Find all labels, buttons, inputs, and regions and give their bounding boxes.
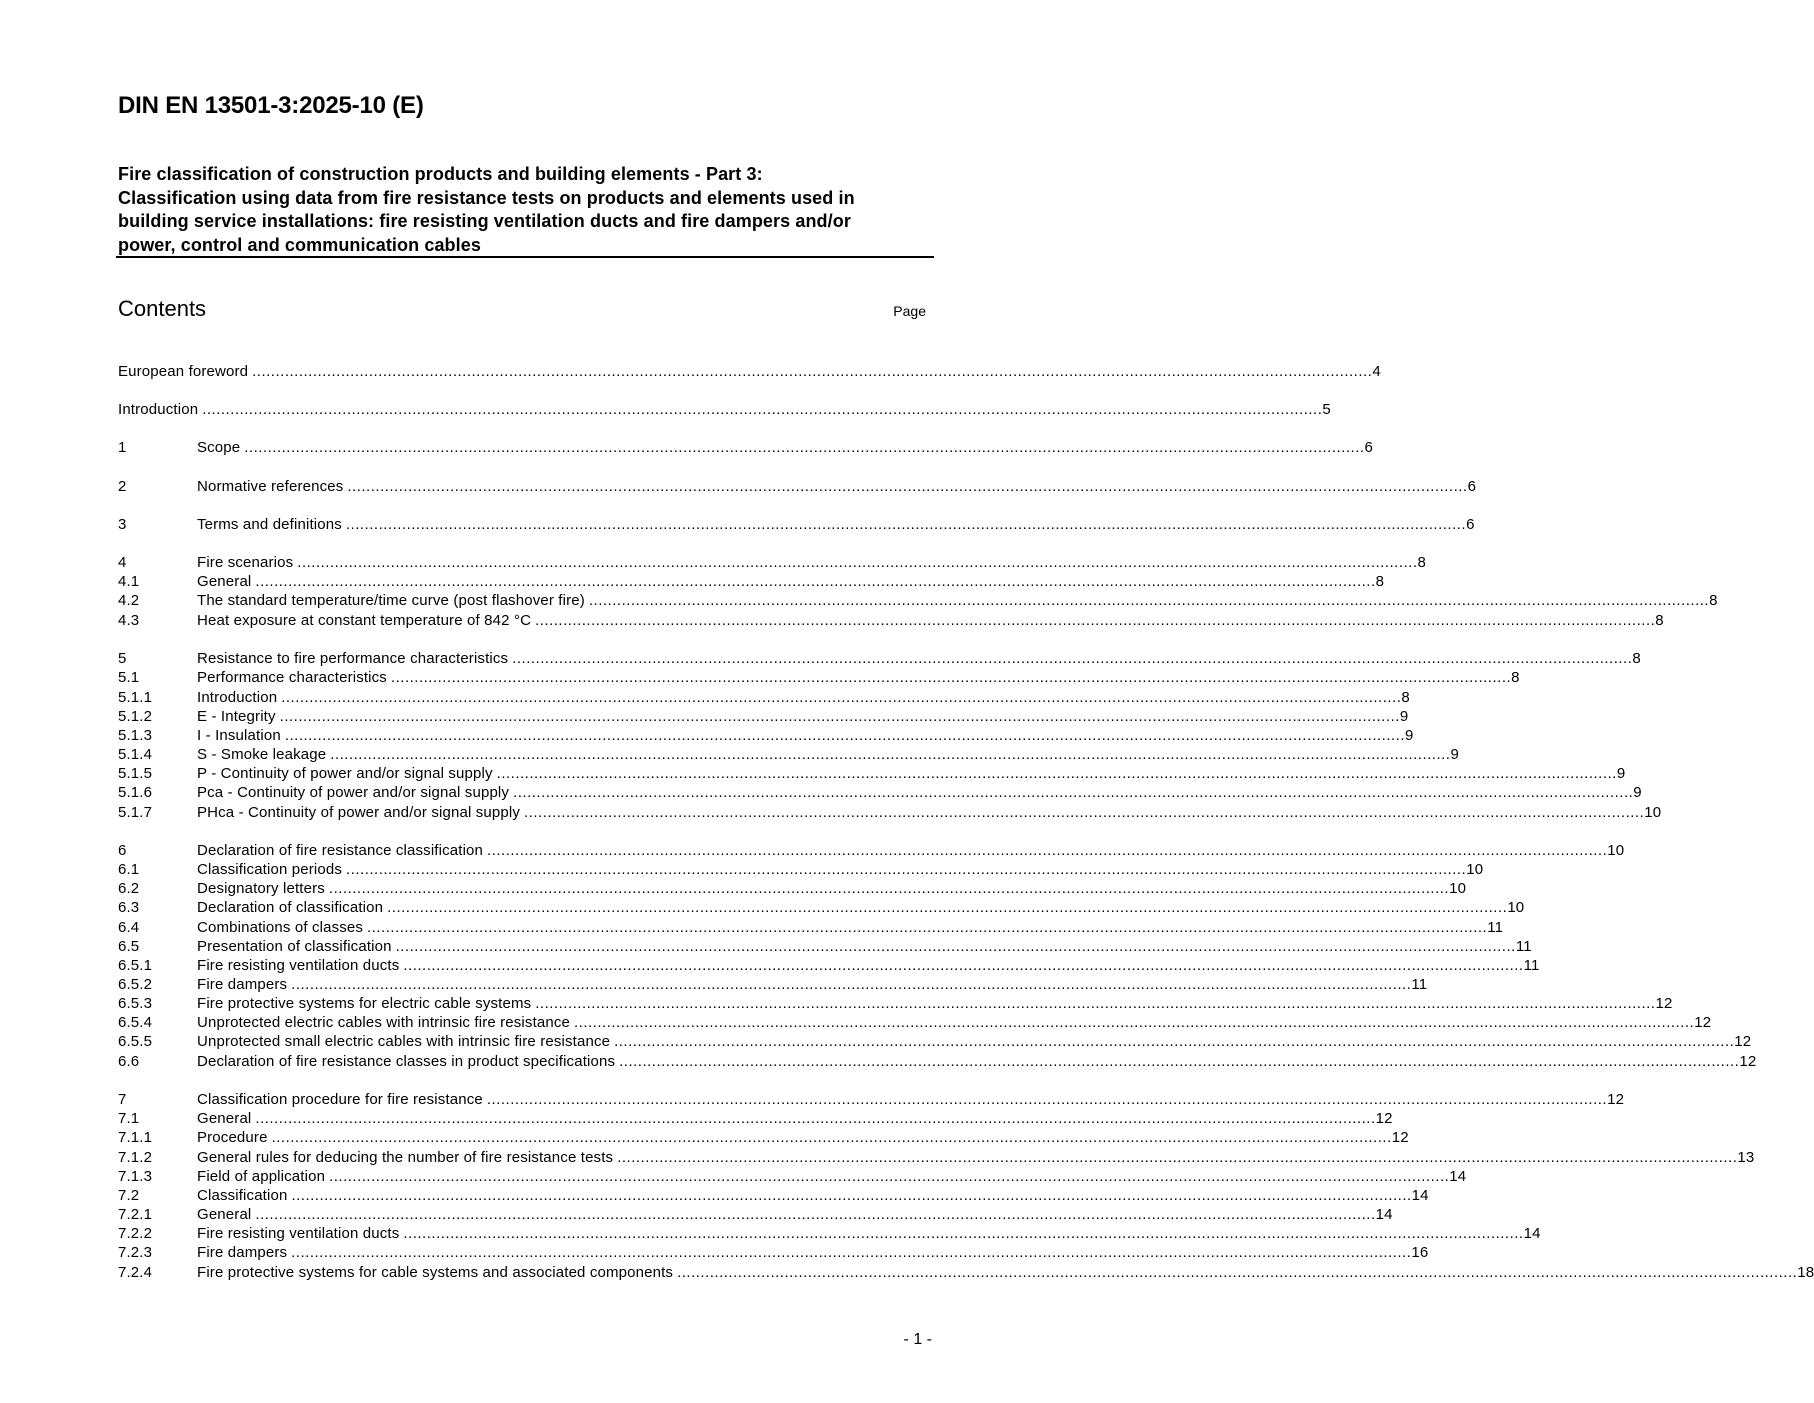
toc-entry-page: 12	[1694, 1014, 1712, 1031]
toc-entry[interactable]	[118, 860, 1484, 879]
toc-entry-number: 5.1.5	[118, 765, 153, 782]
toc-entry-page: 9	[1450, 746, 1459, 763]
toc-entry-title: Fire protective systems for electric cable systems	[197, 995, 532, 1012]
toc-entry-number: 5.1.3	[118, 727, 153, 744]
toc-entry-number: 4.1	[118, 573, 140, 590]
toc-dot-leader: ................................................................................................................................................................................................................................................	[574, 1014, 1695, 1031]
toc-entry-number: 4	[118, 554, 127, 571]
toc-dot-leader: ................................................................................................................................................................................................................................................	[330, 746, 1451, 763]
toc-entry[interactable]	[118, 994, 1673, 1013]
toc-entry-title: Fire protective systems for cable systems and associated components	[197, 1264, 674, 1281]
document-title-line: building service installations: fire resisting ventilation ducts and fire dampers and/or	[118, 211, 851, 231]
toc-entry-title: Fire dampers	[197, 976, 288, 993]
toc-entry-number: 7	[118, 1091, 127, 1108]
toc-entry-page: 6	[1466, 516, 1475, 533]
toc-entry[interactable]	[118, 745, 1459, 764]
toc-dot-leader: ................................................................................................................................................................................................................................................	[271, 1129, 1392, 1146]
toc-entry-page: 14	[1411, 1187, 1429, 1204]
toc-entry-number: 7.2	[118, 1187, 140, 1204]
toc-entry-page: 16	[1411, 1244, 1429, 1261]
toc-entry[interactable]	[118, 1013, 1712, 1032]
toc-entry[interactable]	[118, 975, 1428, 994]
toc-entry-number: 7.2.1	[118, 1206, 153, 1223]
toc-entry-page: 9	[1399, 708, 1409, 725]
toc-dot-leader: ................................................................................................................................................................................................................................................	[513, 784, 1634, 801]
toc-entry-title: S - Smoke leakage	[197, 746, 327, 763]
toc-entry-number: 2	[118, 478, 127, 495]
toc-entry[interactable]	[118, 1224, 1541, 1243]
toc-entry[interactable]	[118, 898, 1525, 917]
toc-dot-leader: ................................................................................................................................................................................................................................................	[524, 804, 1645, 821]
toc-dot-leader: ................................................................................................................................................................................................................................................	[387, 899, 1508, 916]
toc-entry[interactable]	[118, 879, 1467, 898]
toc-entry[interactable]	[118, 841, 1625, 860]
toc-entry-title: Resistance to fire performance characteristics	[197, 650, 509, 667]
toc-entry-title: Presentation of classification	[197, 938, 392, 955]
toc-entry[interactable]	[118, 553, 1426, 572]
toc-entry-number: 5.1.7	[118, 804, 153, 821]
toc-entry-title: Declaration of fire resistance classification	[197, 842, 484, 859]
toc-entry[interactable]	[118, 1167, 1467, 1186]
toc-entry-page: 11	[1523, 957, 1540, 974]
document-id: DIN EN 13501-3:2025-10 (E)	[118, 92, 424, 119]
toc-entry-number: 6.5.2	[118, 976, 153, 993]
toc-dot-leader: ................................................................................................................................................................................................................................................	[390, 669, 1512, 686]
toc-entry-page: 8	[1511, 669, 1520, 686]
toc-entry[interactable]	[118, 1148, 1755, 1167]
toc-dot-leader: ................................................................................................................................................................................................................................................	[395, 938, 1516, 955]
toc-entry-title: Procedure	[197, 1129, 268, 1146]
toc-dot-leader: ................................................................................................................................................................................................................................................	[487, 842, 1608, 859]
toc-entry[interactable]	[118, 1205, 1393, 1224]
toc-entry[interactable]	[118, 477, 1477, 496]
toc-entry-number: 6.4	[118, 919, 140, 936]
toc-entry-page: 14	[1523, 1225, 1541, 1242]
toc-entry-title: Pca - Continuity of power and/or signal supply	[197, 784, 510, 801]
toc-dot-leader: ................................................................................................................................................................................................................................................	[297, 554, 1418, 571]
toc-dot-leader: ................................................................................................................................................................................................................................................	[614, 1033, 1735, 1050]
toc-entry-title: Designatory letters	[197, 880, 325, 897]
toc-dot-leader: ................................................................................................................................................................................................................................................	[588, 592, 1710, 609]
toc-entry[interactable]	[118, 1032, 1752, 1051]
toc-entry-page: 10	[1644, 804, 1662, 821]
toc-entry-number: 5.1.2	[118, 708, 153, 725]
toc-dot-leader: ................................................................................................................................................................................................................................................	[202, 401, 1323, 418]
toc-entry-page: 8	[1417, 554, 1426, 571]
toc-dot-leader: ................................................................................................................................................................................................................................................	[403, 1225, 1524, 1242]
toc-entry-number: 6.5.3	[118, 995, 153, 1012]
toc-entry-number: 5.1.6	[118, 784, 153, 801]
toc-dot-leader: ................................................................................................................................................................................................................................................	[329, 1168, 1450, 1185]
toc-entry-title: Fire scenarios	[197, 554, 294, 571]
toc-entry[interactable]	[118, 707, 1409, 726]
toc-entry-title: Introduction	[118, 401, 199, 418]
toc-entry-page: 8	[1375, 573, 1385, 590]
toc-entry-number: 5.1	[118, 669, 140, 686]
toc-entry[interactable]	[118, 1052, 1757, 1071]
toc-entry-title: Classification	[197, 1187, 288, 1204]
toc-entry-number: 4.3	[118, 612, 140, 629]
toc-entry-number: 7.1.2	[118, 1149, 153, 1166]
toc-entry[interactable]	[118, 1263, 1814, 1282]
toc-dot-leader: ................................................................................................................................................................................................................................................	[255, 1110, 1376, 1127]
toc-entry-title: General	[197, 1206, 252, 1223]
toc-entry-number: 6.5	[118, 938, 140, 955]
toc-dot-leader: ................................................................................................................................................................................................................................................	[617, 1149, 1738, 1166]
toc-dot-leader: ................................................................................................................................................................................................................................................	[347, 478, 1468, 495]
document-title-line: Classification using data from fire resistance tests on products and elements used in	[118, 187, 855, 208]
toc-entry-title: Fire dampers	[197, 1244, 288, 1261]
toc-entry-page: 13	[1737, 1149, 1755, 1166]
toc-entry-number: 5.1.1	[118, 689, 153, 706]
toc-dot-leader: ................................................................................................................................................................................................................................................	[346, 861, 1467, 878]
toc-entry-number: 6.1	[118, 861, 140, 878]
toc-dot-leader: ................................................................................................................................................................................................................................................	[367, 919, 1488, 936]
toc-entry-page: 8	[1655, 612, 1664, 629]
toc-entry-title: Field of application	[197, 1168, 326, 1185]
toc-entry-page: 9	[1616, 765, 1626, 782]
toc-dot-leader: ................................................................................................................................................................................................................................................	[291, 976, 1412, 993]
toc-entry-page: 10	[1449, 880, 1467, 897]
toc-entry[interactable]	[118, 937, 1532, 956]
toc-dot-leader: ................................................................................................................................................................................................................................................	[496, 765, 1617, 782]
document-title-line: power, control and communication cables	[118, 234, 481, 255]
toc-entry-page: 11	[1411, 976, 1428, 993]
toc-dot-leader: ................................................................................................................................................................................................................................................	[403, 957, 1524, 974]
toc-entry-page: 10	[1507, 899, 1525, 916]
toc-entry-page: 12	[1607, 1091, 1625, 1108]
toc-entry[interactable]	[118, 1128, 1409, 1147]
toc-entry-number: 5.1.4	[118, 746, 153, 763]
toc-dot-leader: ................................................................................................................................................................................................................................................	[255, 1206, 1376, 1223]
toc-entry-number: 7.2.3	[118, 1244, 153, 1261]
contents-heading: Contents	[118, 296, 207, 321]
toc-entry[interactable]	[118, 572, 1385, 591]
toc-dot-leader: ................................................................................................................................................................................................................................................	[535, 995, 1656, 1012]
toc-entry[interactable]	[118, 1186, 1429, 1205]
toc-entry-title: Heat exposure at constant temperature of 842 °C	[197, 612, 532, 629]
toc-entry-page: 5	[1322, 401, 1331, 418]
page-column-label: Page	[893, 303, 926, 319]
toc-entry-title: I - Insulation	[197, 727, 281, 744]
toc-entry-number: 7.1	[118, 1110, 140, 1127]
toc-entry-page: 4	[1372, 363, 1381, 380]
toc-entry-page: 6	[1467, 478, 1477, 495]
toc-entry-title: Performance characteristics	[197, 669, 387, 686]
toc-entry-number: 7.2.2	[118, 1225, 153, 1242]
toc-entry[interactable]	[118, 803, 1662, 822]
toc-entry-number: 6.5.1	[118, 957, 153, 974]
toc-entry[interactable]	[118, 611, 1664, 630]
toc-dot-leader: ................................................................................................................................................................................................................................................	[328, 880, 1450, 897]
toc-entry-page: 9	[1633, 784, 1642, 801]
toc-dot-leader: ................................................................................................................................................................................................................................................	[291, 1187, 1412, 1204]
toc-entry-number: 7.1.1	[118, 1129, 153, 1146]
toc-entry-title: General	[197, 573, 252, 590]
toc-entry[interactable]	[118, 764, 1626, 783]
toc-entry-number: 1	[118, 439, 127, 456]
page-number: - 1 -	[903, 1331, 932, 1348]
toc-entry-number: 3	[118, 516, 127, 533]
toc-entry-page: 12	[1375, 1110, 1393, 1127]
toc-entry-page: 12	[1734, 1033, 1752, 1050]
toc-entry[interactable]	[118, 668, 1520, 687]
toc-entry[interactable]	[118, 1243, 1429, 1262]
toc-dot-leader: ................................................................................................................................................................................................................................................	[284, 727, 1406, 744]
toc-entry-title: Scope	[197, 439, 241, 456]
toc-entry-title: E - Integrity	[197, 708, 276, 725]
toc-dot-leader: ................................................................................................................................................................................................................................................	[252, 363, 1373, 380]
toc-dot-leader: ................................................................................................................................................................................................................................................	[535, 612, 1656, 629]
toc-entry-title: PHca - Continuity of power and/or signal supply	[197, 804, 521, 821]
toc-entry-page: 9	[1405, 727, 1414, 744]
toc-entry-number: 6.6	[118, 1053, 140, 1070]
toc-entry-page: 14	[1449, 1168, 1467, 1185]
toc-entry-title: Declaration of classification	[197, 899, 384, 916]
toc-entry[interactable]	[118, 649, 1641, 668]
toc-entry-number: 7.2.4	[118, 1264, 153, 1281]
toc-entry-page: 12	[1739, 1053, 1757, 1070]
toc-entry-title: General rules for deducing the number of fire resistance tests	[197, 1149, 614, 1166]
toc-entry-title: Combinations of classes	[197, 919, 364, 936]
toc-entry-title: Fire resisting ventilation ducts	[197, 1225, 400, 1242]
toc-entry-title: European foreword	[118, 363, 249, 380]
toc-dot-leader: ................................................................................................................................................................................................................................................	[291, 1244, 1412, 1261]
toc-entry[interactable]	[118, 726, 1414, 745]
toc-dot-leader: ................................................................................................................................................................................................................................................	[244, 439, 1365, 456]
toc-entry-title: General	[197, 1110, 252, 1127]
toc-dot-leader: ................................................................................................................................................................................................................................................	[279, 708, 1400, 725]
toc-entry[interactable]	[118, 956, 1540, 975]
toc-entry-number: 6.5.4	[118, 1014, 153, 1031]
toc-entry-page: 10	[1466, 861, 1484, 878]
toc-dot-leader: ................................................................................................................................................................................................................................................	[345, 516, 1467, 533]
toc-entry-number: 5	[118, 650, 127, 667]
toc-dot-leader: ................................................................................................................................................................................................................................................	[281, 689, 1402, 706]
toc-entry-page: 10	[1607, 842, 1625, 859]
toc-entry-title: Normative references	[197, 478, 344, 495]
toc-entry-number: 4.2	[118, 592, 140, 609]
toc-entry-page: 14	[1375, 1206, 1393, 1223]
toc-entry[interactable]	[118, 1090, 1625, 1109]
toc-entry-number: 7.1.3	[118, 1168, 153, 1185]
toc-dot-leader: ................................................................................................................................................................................................................................................	[512, 650, 1633, 667]
toc-entry[interactable]	[118, 688, 1410, 707]
toc-entry-page: 8	[1401, 689, 1410, 706]
toc-entry-number: 6.5.5	[118, 1033, 153, 1050]
toc-entry[interactable]	[118, 918, 1504, 937]
toc-dot-leader: ................................................................................................................................................................................................................................................	[255, 573, 1376, 590]
toc-entry-page: 11	[1487, 919, 1504, 936]
toc-entry-title: Declaration of fire resistance classes in product specifications	[197, 1053, 616, 1070]
toc-entry[interactable]	[118, 591, 1718, 610]
toc-entry-title: Unprotected electric cables with intrinsic fire resistance	[197, 1014, 571, 1031]
toc-entry-page: 11	[1515, 938, 1532, 955]
toc-entry[interactable]	[118, 1109, 1393, 1128]
toc-entry[interactable]	[118, 515, 1475, 534]
toc-entry-title: P - Continuity of power and/or signal supply	[197, 765, 493, 782]
toc-entry-title: The standard temperature/time curve (post flashover fire)	[197, 592, 585, 609]
toc-entry-title: Introduction	[197, 689, 278, 706]
toc-entry-page: 8	[1632, 650, 1641, 667]
toc-entry-title: Classification procedure for fire resistance	[197, 1091, 483, 1108]
toc-dot-leader: ................................................................................................................................................................................................................................................	[619, 1053, 1740, 1070]
toc-entry[interactable]	[118, 438, 1373, 457]
toc-entry-page: 12	[1655, 995, 1673, 1012]
toc-entry-title: Unprotected small electric cables with intrinsic fire resistance	[197, 1033, 611, 1050]
toc-entry-page: 18	[1797, 1264, 1814, 1281]
document-title-line: Fire classification of construction products and building elements - Part 3:	[118, 164, 763, 184]
toc-entry-page: 6	[1364, 439, 1373, 456]
toc-dot-leader: ................................................................................................................................................................................................................................................	[486, 1091, 1608, 1108]
toc-entry-title: Classification periods	[197, 861, 343, 878]
toc-entry-title: Terms and definitions	[197, 516, 342, 533]
toc-entry-number: 6	[118, 842, 127, 859]
toc-entry-page: 8	[1709, 592, 1718, 609]
toc-entry[interactable]	[118, 400, 1331, 419]
toc-entry-title: Fire resisting ventilation ducts	[197, 957, 400, 974]
toc-entry-number: 6.2	[118, 880, 140, 897]
toc-entry-number: 6.3	[118, 899, 140, 916]
toc-dot-leader: ................................................................................................................................................................................................................................................	[677, 1264, 1798, 1281]
toc-entry[interactable]	[118, 362, 1381, 381]
toc-entry[interactable]	[118, 783, 1642, 802]
toc-entry-page: 12	[1391, 1129, 1409, 1146]
